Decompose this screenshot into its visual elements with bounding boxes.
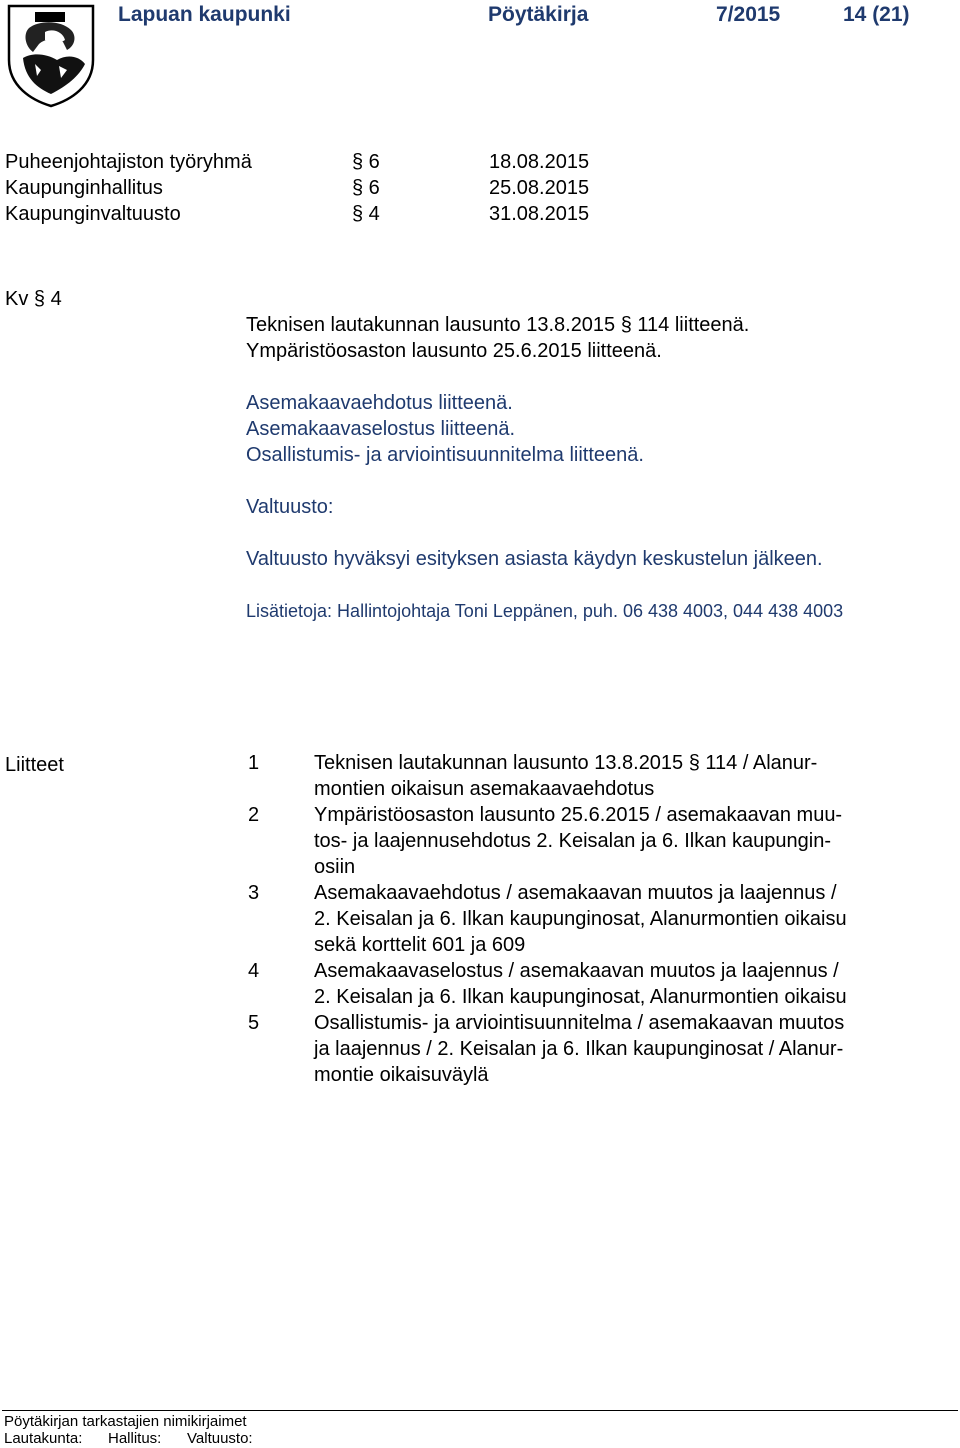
attachments-label: Liitteet — [5, 754, 64, 776]
attachment-text: Osallistumis- ja arviointisuunnitelma / asemakaavan muutos — [314, 1012, 845, 1034]
meeting-date: 31.08.2015 — [489, 203, 590, 225]
meeting-date: 18.08.2015 — [489, 151, 590, 173]
attachment-text: Teknisen lautakunnan lausunto 13.8.2015 § 114 / Alanur- — [314, 752, 818, 774]
meeting-section: § 6 — [352, 151, 380, 173]
attachment-text: sekä korttelit 601 ja 609 — [314, 934, 526, 956]
coat-of-arms-logo — [5, 2, 97, 108]
meeting-body: Kaupunginhallitus — [5, 177, 163, 199]
meeting-body: Puheenjohtajiston työryhmä — [5, 151, 252, 173]
document-number: 7/2015 — [716, 3, 781, 26]
attachment-text: osiin — [314, 856, 356, 878]
footer-field-board: Hallitus: — [108, 1430, 162, 1447]
attachment-number: 2 — [248, 804, 260, 826]
attachment-text: Ympäristöosaston lausunto 25.6.2015 / asemakaavan muu- — [314, 804, 843, 826]
decision-text: Valtuusto hyväksyi esityksen asiasta käydyn keskustelun jälkeen. — [246, 548, 823, 570]
document-type: Pöytäkirja — [488, 3, 589, 26]
meeting-section: § 4 — [352, 203, 380, 225]
footer-title: Pöytäkirjan tarkastajien nimikirjaimet — [4, 1413, 247, 1430]
intro-line: Ympäristöosaston lausunto 25.6.2015 liitteenä. — [246, 340, 662, 362]
appendix-line: Asemakaavaselostus liitteenä. — [246, 418, 516, 440]
footer-field-council: Valtuusto: — [187, 1430, 253, 1447]
attachment-number: 5 — [248, 1012, 260, 1034]
item-label: Kv § 4 — [5, 288, 62, 310]
attachment-text: tos- ja laajennusehdotus 2. Keisalan ja 6. Ilkan kaupungin- — [314, 830, 832, 852]
attachment-number: 4 — [248, 960, 260, 982]
attachment-text: montie oikaisuväylä — [314, 1064, 489, 1086]
attachment-text: Asemakaavaehdotus / asemakaavan muutos ja laajennus / — [314, 882, 837, 904]
appendix-line: Osallistumis- ja arviointisuunnitelma liitteenä. — [246, 444, 644, 466]
footer-field-committee: Lautakunta: — [4, 1430, 83, 1447]
attachment-text: 2. Keisalan ja 6. Ilkan kaupunginosat, Alanurmontien oikaisu — [314, 986, 847, 1008]
attachment-text: montien oikaisun asemakaavaehdotus — [314, 778, 655, 800]
meeting-date: 25.08.2015 — [489, 177, 590, 199]
contact-info: Lisätietoja: Hallintojohtaja Toni Leppänen, puh. 06 438 4003, 044 438 4003 — [246, 601, 844, 621]
decision-heading: Valtuusto: — [246, 496, 334, 518]
attachment-text: 2. Keisalan ja 6. Ilkan kaupunginosat, Alanurmontien oikaisu — [314, 908, 847, 930]
appendix-line: Asemakaavaehdotus liitteenä. — [246, 392, 513, 414]
attachment-number: 3 — [248, 882, 260, 904]
meeting-body: Kaupunginvaltuusto — [5, 203, 181, 225]
intro-line: Teknisen lautakunnan lausunto 13.8.2015 § 114 liitteenä. — [246, 314, 750, 336]
footer-divider — [2, 1410, 958, 1411]
organization-name: Lapuan kaupunki — [118, 3, 291, 26]
attachment-text: Asemakaavaselostus / asemakaavan muutos ja laajennus / — [314, 960, 839, 982]
attachment-number: 1 — [248, 752, 260, 774]
page-number: 14 (21) — [843, 3, 910, 26]
attachment-text: ja laajennus / 2. Keisalan ja 6. Ilkan kaupunginosat / Alanur- — [314, 1038, 844, 1060]
meeting-section: § 6 — [352, 177, 380, 199]
